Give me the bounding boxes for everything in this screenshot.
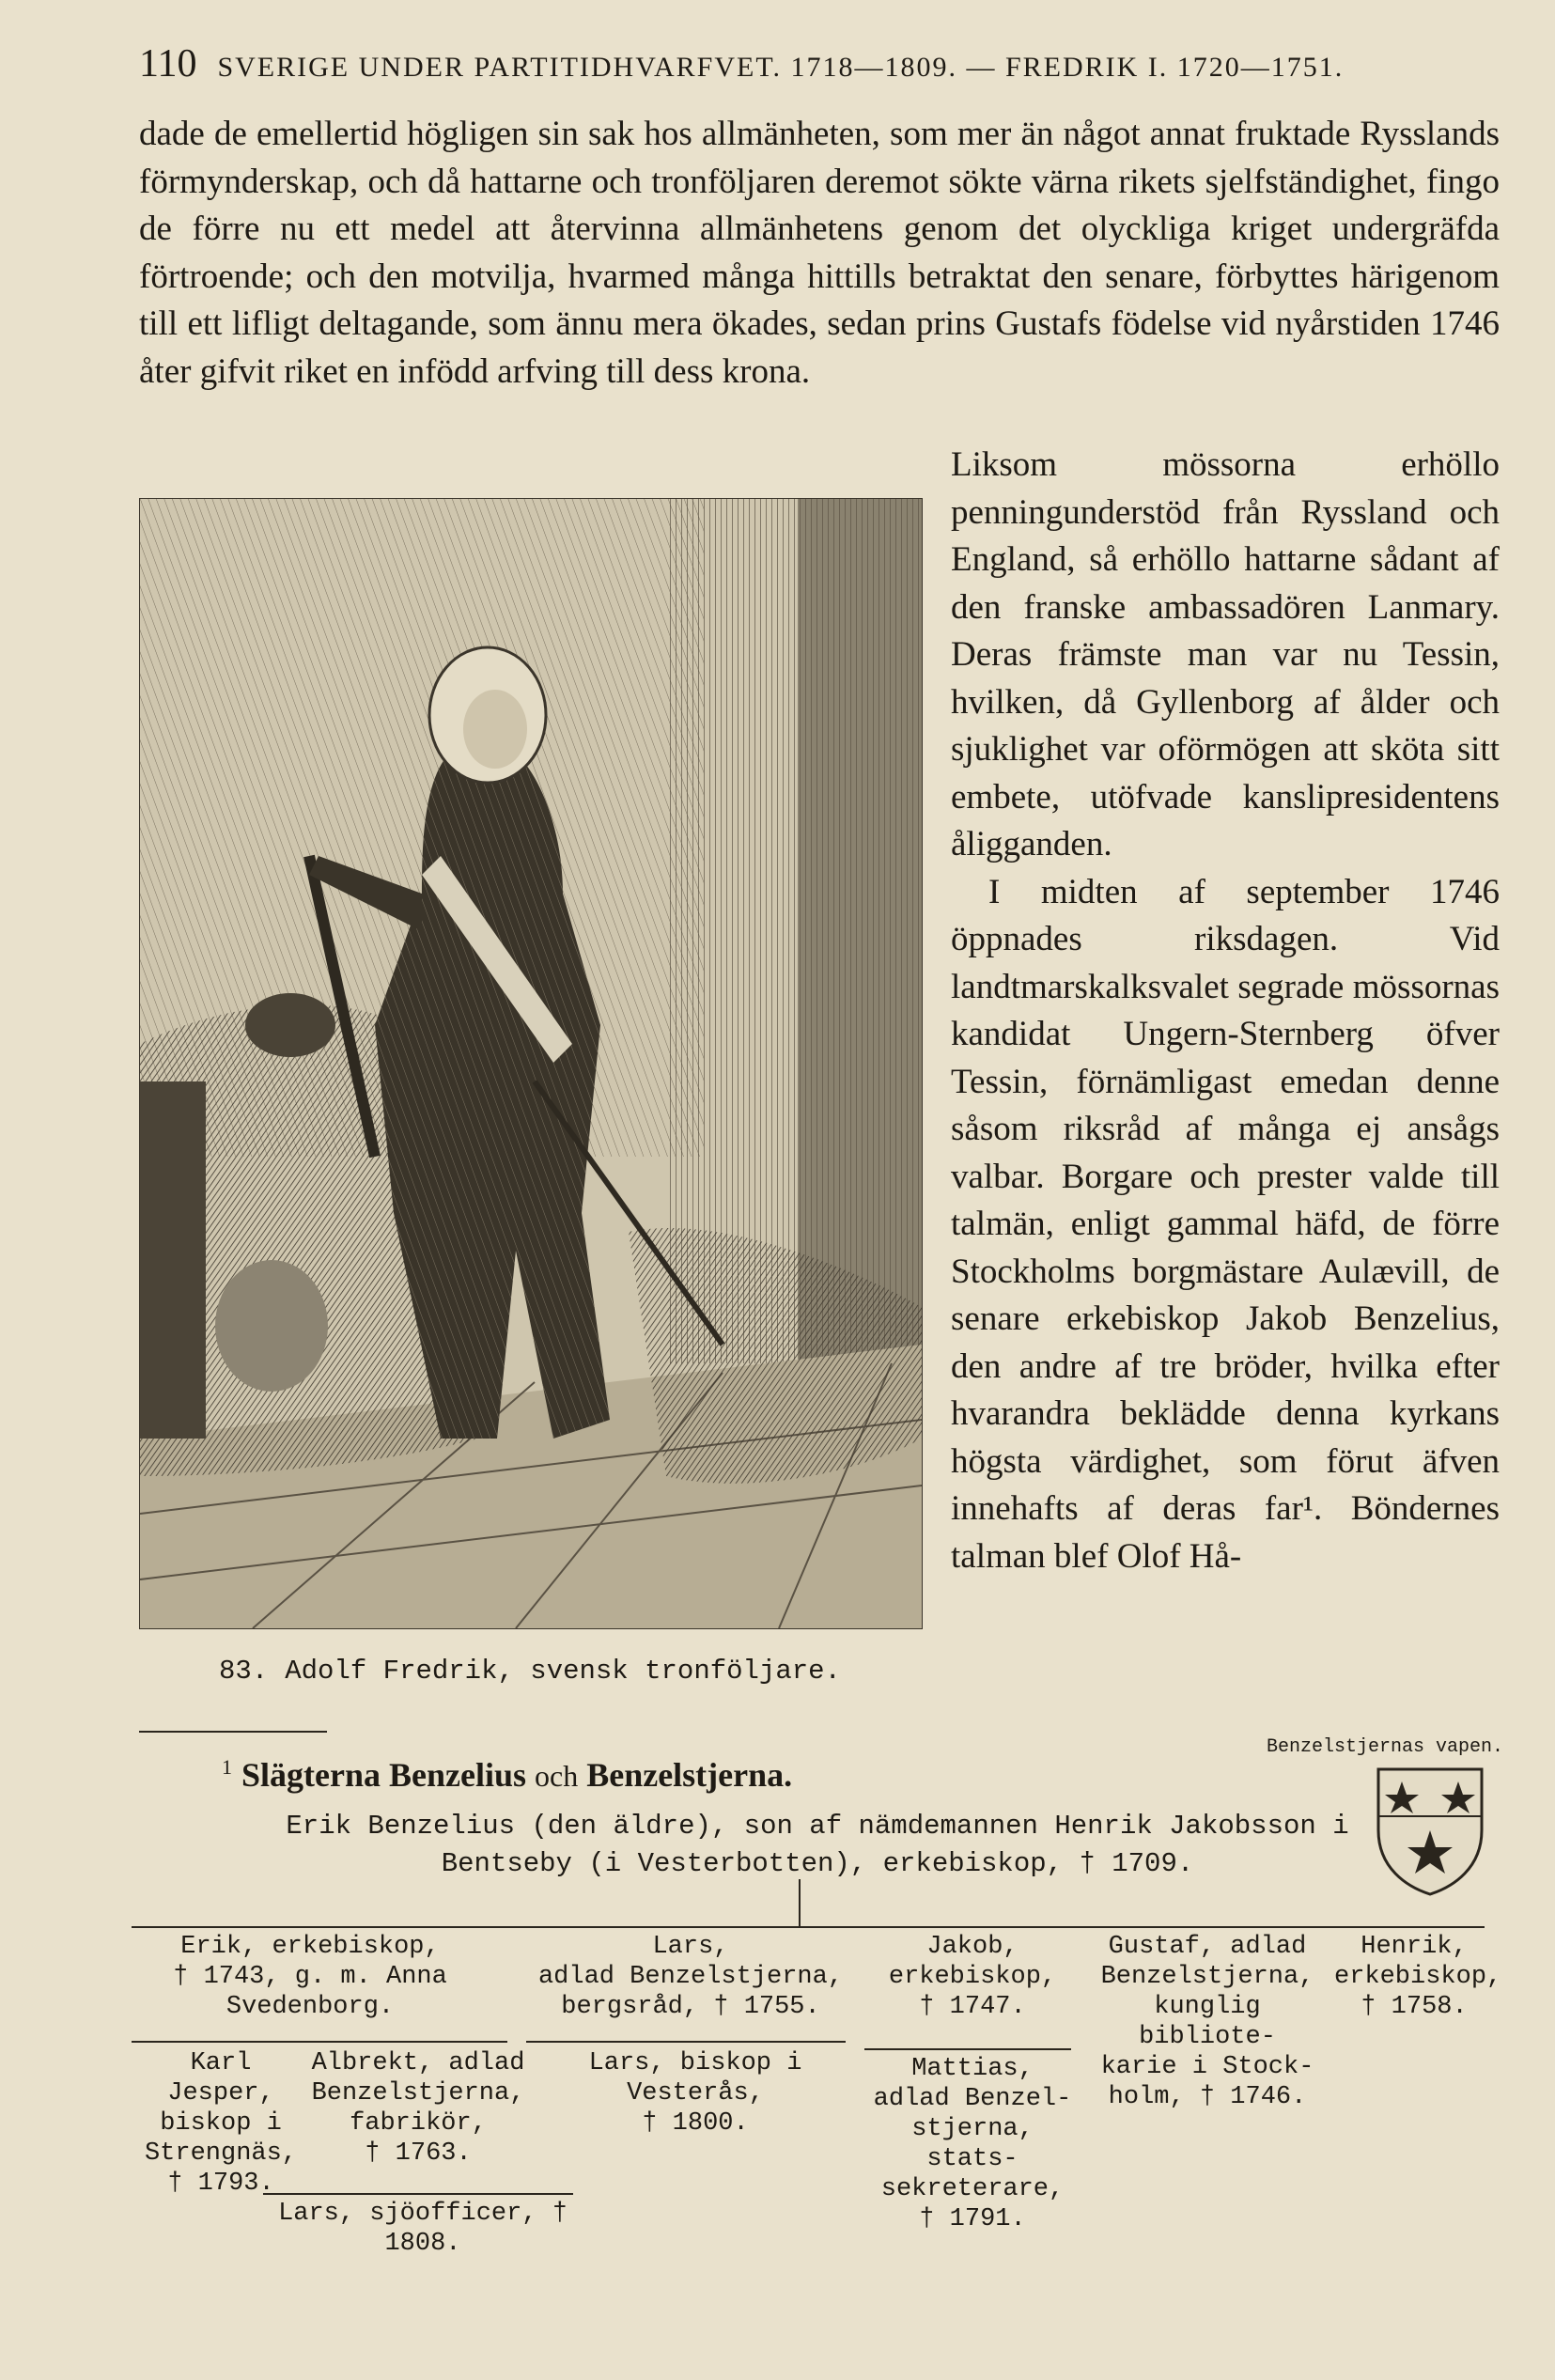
tree-node-albrekt: Albrekt, adlad Benzelstjerna, fabrikör, † 1763. bbox=[311, 2049, 525, 2168]
tree-node-lars-sjoofficer: Lars, sjöofficer, † 1808. bbox=[278, 2200, 568, 2258]
tree-node-erik: Erik, erkebiskop, † 1743, g. m. Anna Svedenborg. bbox=[173, 1933, 447, 2021]
tree-node-karl-jesper: Karl Jesper, biskop i Strengnäs, † 1793. bbox=[144, 2049, 298, 2198]
tree-erik-bar bbox=[132, 2041, 507, 2043]
tree-node-henrik: Henrik, erkebiskop, † 1758. bbox=[1334, 1933, 1502, 2021]
footnote-title bbox=[222, 1755, 792, 1795]
genealogy-tree bbox=[132, 1879, 1503, 2258]
coat-of-arms-label: Benzelstjernas vapen. bbox=[1266, 1736, 1503, 1758]
footnote-title-a: Slägterna Benzelius bbox=[241, 1756, 526, 1794]
tree-node-gustaf: Gustaf, adlad Benzelstjerna, kunglig bibliote- karie i Stock- holm, † 1746. bbox=[1100, 1933, 1314, 2111]
footnote-rule bbox=[139, 1731, 327, 1733]
footnote-title-b: Benzelstjerna. bbox=[586, 1756, 793, 1794]
figure-caption bbox=[139, 1656, 921, 1687]
body-text-top bbox=[139, 111, 1500, 396]
coat-of-arms-icon bbox=[1374, 1765, 1486, 1896]
tree-stem bbox=[799, 1879, 801, 1926]
paragraph-top: dade de emellertid högligen sin sak hos allmänheten, som mer än något annat fruktade Rysslands förmynderskap, och då hattarne och tronföljaren deremot sökte värna rikets sjelfständighet, fingo de förre nu ett medel att återvinna allmänhetens genom det olyckliga kriget undergräfda förtroende; och den motvilja, hvarmed många hittills betraktat den senare, förbyttes härigenom till ett lifligt deltagande, som ännu mera ökades, sedan prins Gustafs födelse vid nyårstiden 1746 åter gifvit riket en infödd arfving till dess krona. bbox=[139, 115, 1500, 391]
portrait-engraving bbox=[139, 498, 923, 1629]
body-text-right-column bbox=[951, 442, 1500, 1580]
running-title: SVERIGE UNDER PARTITIDHVARFVET. 1718—1809. — FREDRIK I. 1720—1751. bbox=[217, 52, 1345, 83]
tree-node-lars: Lars, adlad Benzelstjerna, bergsråd, † 1755. bbox=[537, 1933, 844, 2021]
page-number: 110 bbox=[139, 42, 197, 86]
tree-lars-bar bbox=[526, 2041, 846, 2043]
tree-node-mattias: Mattias, adlad Benzel- stjerna, stats- sekreterare, † 1791. bbox=[873, 2055, 1072, 2233]
paragraph-right-1: Liksom mössorna erhöllo penningunderstöd från Ryssland och England, så erhöllo hattarne sådant af den franske ambassadören Lanmary. Deras främste man var nu Tessin, hvilken, då Gyllenborg af ålder och sjuklighet var oförmögen att sköta sitt embete, utöfvade kanslipresidentens åligganden. bbox=[951, 445, 1500, 863]
figure-number: 83. bbox=[219, 1656, 269, 1687]
footnote-marker: 1 bbox=[222, 1755, 232, 1779]
tree-gen2-bar bbox=[132, 1926, 1485, 1928]
tree-node-jakob: Jakob, erkebiskop, † 1747. bbox=[888, 1933, 1057, 2021]
running-header bbox=[139, 41, 1492, 88]
figure-caption-text: Adolf Fredrik, svensk tronföljare. bbox=[285, 1656, 841, 1687]
paragraph-right-2: I midten af september 1746 öppnades riksdagen. Vid landtmarskalksvalet segrade mössornas kandidat Ungern-Sternberg öfver Tessin, förnämligast emedan denne såsom riksråd af många ej ansågs valbar. Borgare och prester valde till talmän, enligt gammal häfd, de förre Stockholms borgmästare Aulævill, de senare erkebiskop Jakob Benzelius, den andre af tre bröder, hvilka efter hvarandra beklädde denna kyrkans högsta värdighet, som förut äfven innehafts af deras far¹. Böndernes talman blef Olof Hå- bbox=[951, 872, 1500, 1576]
footnote-intro: Erik Benzelius (den äldre), son af nämdemannen Henrik Jakobsson i Bentseby (i Vesterbotten), erkebiskop, † 1709. bbox=[286, 1811, 1349, 1879]
tree-jakob-bar bbox=[864, 2048, 1071, 2050]
footnote-title-och: och bbox=[535, 1759, 579, 1793]
tree-node-lars-biskop: Lars, biskop i Vesterås, † 1800. bbox=[588, 2049, 802, 2138]
